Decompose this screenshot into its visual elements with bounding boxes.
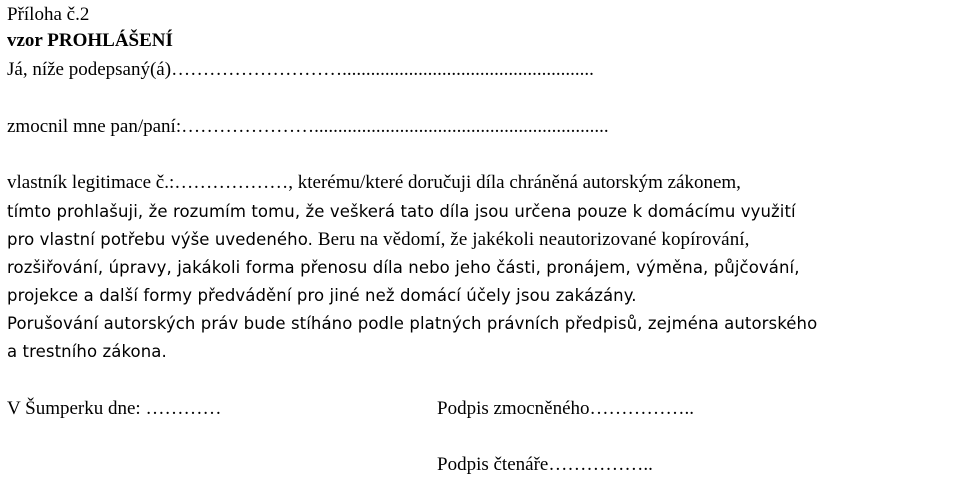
body-line-3: rozšiřování, úpravy, jakákoli forma přenosu díla nebo jeho části, pronájem, výměna, půjčování, xyxy=(7,258,800,277)
body-line-1: tímto prohlašuji, že rozumím tomu, že veškerá tato díla jsou určena pouze k domácímu využití xyxy=(7,202,796,221)
attachment-label: Příloha č.2 xyxy=(7,4,90,25)
document-title: vzor PROHLÁŠENÍ xyxy=(7,30,173,51)
body-line-6: a trestního zákona. xyxy=(7,342,167,361)
body-line-4: projekce a další formy předvádění pro jiné než domácí účely jsou zakázány. xyxy=(7,286,637,305)
body-line-5: Porušování autorských práv bude stíháno podle platných právních předpisů, zejména autorského xyxy=(7,314,818,333)
body-line-2 xyxy=(7,228,750,252)
id-holder-label: vlastník legitimace č.:………………, xyxy=(7,172,298,193)
authorized-person-field: zmocnil mne pan/paní:………………….............................................................. xyxy=(7,116,609,137)
id-holder-text: kterému/které doručuji díla chráněná autorským zákonem, xyxy=(297,172,741,193)
undersigned-field: Já, níže podepsaný(á)………………………..................................................... xyxy=(7,59,594,80)
signature-reader-field: Podpis čtenáře…………….. xyxy=(437,454,653,475)
body-line-2b: Beru na vědomí, že jakékoli neautorizované kopírování, xyxy=(312,229,750,250)
place-date-field: V Šumperku dne: ………… xyxy=(7,398,222,419)
body-line-2a: pro vlastní potřebu výše uvedeného. xyxy=(7,230,313,249)
id-holder-line xyxy=(7,171,741,195)
signature-authorized-field: Podpis zmocněného…………….. xyxy=(437,398,695,419)
